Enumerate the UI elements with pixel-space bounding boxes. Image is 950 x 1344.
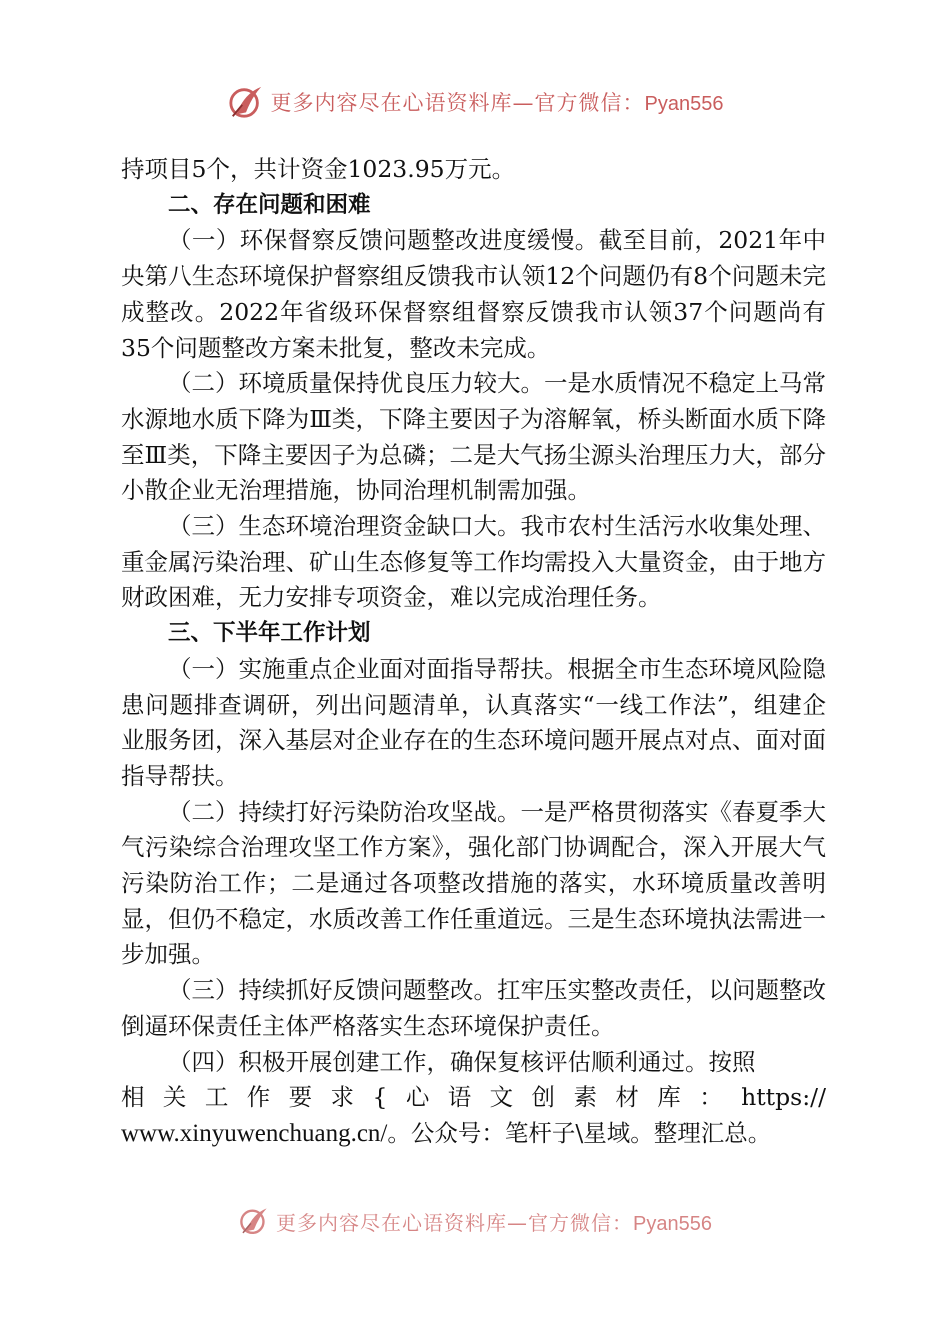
watermark-banner-top [0, 82, 950, 122]
source-note: 。公众号：笔杆子\星域。整理汇总。 [387, 1118, 772, 1147]
paragraph-plan-4-line2: 相关工作要求{心语文创素材库：https:// [121, 1083, 826, 1112]
paragraph-problem-2: （二）环境质量保持优良压力较大。一是水质情况不稳定上马常水源地水质下降为Ⅲ类，下降主要因子为溶解氧，桥头断面水质下降至Ⅲ类，下降主要因子为总磷；二是大气扬尘源头治理压力大，部分小散企业无治理措施，协同治理机制需加强。 [121, 369, 826, 505]
paragraph-plan-3: （三）持续抓好反馈问题整改。扛牢压实整改责任，以问题整改倒逼环保责任主体严格落实生态环境保护责任。 [121, 976, 826, 1040]
watermark-text: 更多内容尽在心语资料库—官方微信：Pyan556 [270, 91, 724, 115]
section-heading-problems: 二、存在问题和困难 [168, 191, 371, 218]
pen-logo-icon [227, 84, 265, 120]
watermark-banner-bottom [0, 1204, 950, 1238]
paragraph-plan-1: （一）实施重点企业面对面指导帮扶。根据全市生态环境风险隐患问题排查调研，列出问题清单，认真落实“一线工作法”，组建企业服务团，深入基层对企业存在的生态环境问题开展点对点、面对面指导帮扶。 [121, 654, 826, 790]
paragraph-problem-3: （三）生态环境治理资金缺口大。我市农村生活污水收集处理、重金属污染治理、矿山生态修复等工作均需投入大量资金，由于地方财政困难，无力安排专项资金，难以完成治理任务。 [121, 512, 826, 612]
section-heading-plan: 三、下半年工作计划 [168, 620, 371, 647]
paragraph-problem-1: （一）环保督察反馈问题整改进度缓慢。截至目前，2021年中央第八生态环境保护督察组反馈我市认领12个问题仍有8个问题未完成整改。2022年省级环保督察组督察反馈我市认领37个问题尚有35个问题整改方案未批复，整改未完成。 [121, 226, 826, 362]
watermark-text: 更多内容尽在心语资料库—官方微信：Pyan556 [276, 1210, 712, 1235]
source-url: www.xinyuwenchuang.cn/ [121, 1119, 388, 1147]
paragraph-plan-4-line3 [121, 1116, 826, 1152]
document-body [121, 152, 826, 1152]
paragraph-funding: 持项目5个，共计资金1023.95万元。 [121, 155, 516, 183]
paragraph-plan-2: （二）持续打好污染防治攻坚战。一是严格贯彻落实《春夏季大气污染综合治理攻坚工作方案》，强化部门协调配合，深入开展大气污染防治工作；二是通过各项整改措施的落实，水环境质量改善明显，但仍不稳定，水质改善工作任重道远。三是生态环境执法需进一步加强。 [121, 797, 826, 969]
paragraph-plan-4: （四）积极开展创建工作，确保复核评估顺利通过。按照 [168, 1047, 756, 1076]
pen-logo-icon [238, 1206, 270, 1236]
